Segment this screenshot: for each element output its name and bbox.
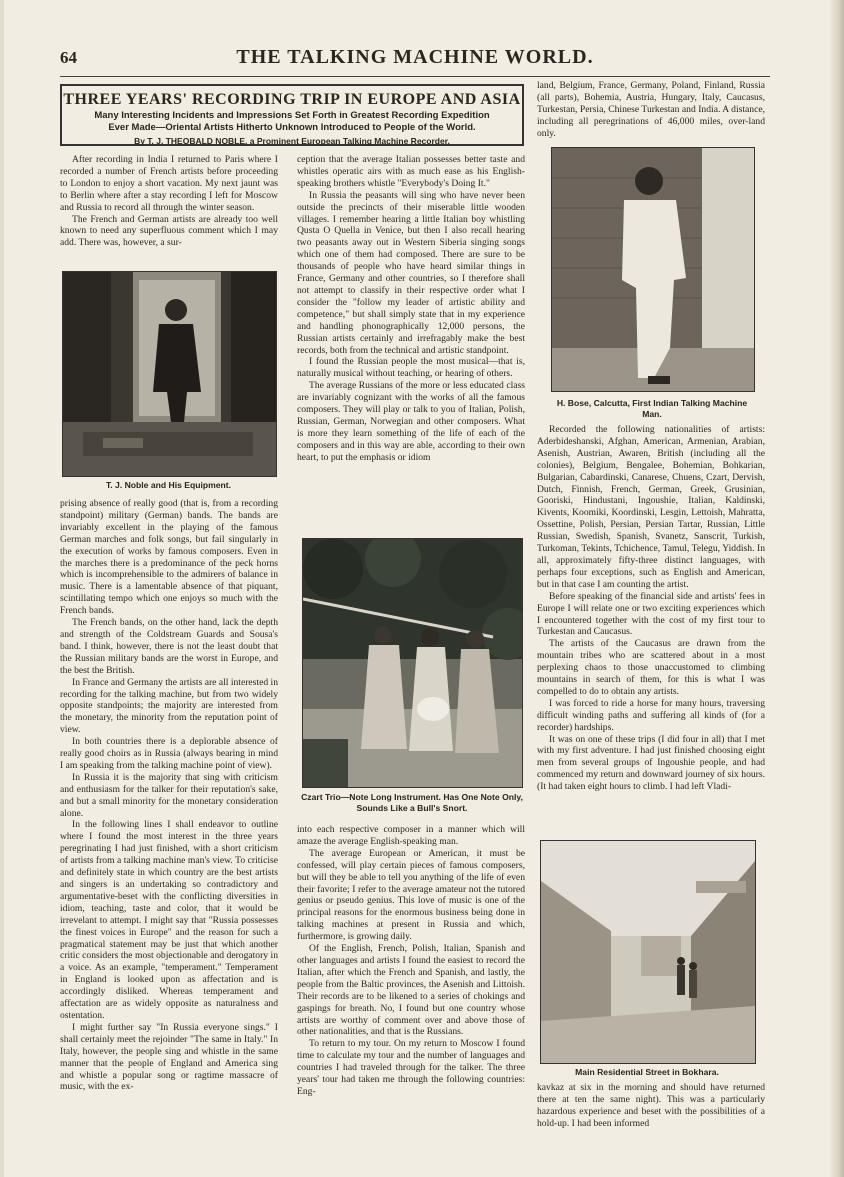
paragraph: ception that the average Italian possesses better taste and whistles operatic airs with as much ease as his English-speaking brothers whistle "Everybody's Doing It.": [297, 154, 525, 189]
paragraph: In Russia the peasants will sing who have never been outside the precincts of their miserable little wooden villages. I remember hearing a little Italian boy whistling Qusta O Quella in Venice, but then I also recall hearing two peasants away out in Western Siberia singing songs which one of them had composed. There are sure to be thousands of people who have heard similar things in France, Germany and other countries, so I therefore shall not attempt to classify in their respective order what I consider the "follow my leader of artistic ability and competence," but shall simply state that in my experience and handling phonographically 12,000 persons, the Russian artists certainly and irrefragably make the best records, both from the technical and artistic standpoint.: [297, 189, 525, 356]
paragraph: I found the Russian people the most musical—that is, naturally musical without teaching, or hearing of others.: [297, 356, 525, 380]
paragraph: The French bands, on the other hand, lack the depth and strength of the Coldstream Guards and Sousa's band. I think, however, there is not the least doubt that the Russian military bands are the worst in Europe, and the best the British.: [60, 617, 278, 676]
paragraph: prising absence of really good (that is, from a recording standpoint) military (German) bands. The bands are invariably excellent in the playing of the famous German marches and folk songs, but fail singularly in the execution of works by famous composers. Even in the marches there is a predominance of the peck horns which is incomprehensible to the admirers of balance in music. There is a lamentable absence of that piquant, scintillating tempo which one enjoys so much with the French bands.: [60, 498, 278, 617]
paragraph: into each respective composer in a manner which will amaze the average English-speaking man.: [297, 824, 525, 847]
caption-h-bose: H. Bose, Calcutta, First Indian Talking Machine Man.: [556, 398, 748, 419]
article-byline: By T. J. THEOBALD NOBLE, a Prominent European Talking Machine Recorder.: [134, 136, 450, 146]
page-spine: [0, 0, 4, 1177]
paragraph: I might further say "In Russia everyone sings." I shall certainly meet the rejoinder "The same in Italy." In Italy, however, the people sing and whistle in the same manner that the people of England and America sing and whistle a popular song or ragtime massacre of music, with the ex-: [60, 1021, 278, 1093]
paragraph: In France and Germany the artists are all interested in recording for the talking machine, but from two widely opposite standpoints; the majority are interested from the monetary, the minority from the reputation point of view.: [60, 676, 278, 736]
running-header: [60, 46, 770, 74]
paragraph: In both countries there is a deplorable absence of really good choirs as in Russia (always bearing in mind I am speaking from the talking machine point of view).: [60, 736, 278, 771]
photo-bokhara-street: [540, 840, 756, 1064]
paragraph: I was forced to ride a horse for many hours, traversing difficult winding paths and suffering all kinds of (for a recorder) hardships.: [537, 697, 765, 733]
paragraph: Of the English, French, Polish, Italian, Spanish and other languages and artists I found the easiest to record the Italian, after which the French and Spanish, and lastly, the people from the Baltic provinces, the Asenish and Littoish. Their records are to be likened to a series of chokings and gaspings for breath. No, I found but one country whose artists are worthy of comment over and above those of other nationalities, and that is the Russians.: [297, 943, 525, 1038]
page-edge: [830, 0, 844, 1177]
caption-noble: T. J. Noble and His Equipment.: [105, 480, 232, 490]
column-2-top: [297, 154, 525, 464]
paragraph: After recording in India I returned to Paris where I recorded a number of French artists before proceeding to London to enjoy a short vacation. My next jaunt was to Berlin where after a stay recording I left for Moscow and Russia to record all through the winter season.: [60, 154, 278, 213]
page-number: 64: [60, 48, 77, 67]
paragraph: In Russia it is the majority that sing with criticism and enthusiasm for the talker for their reputation's sake, and but a small minority for the monetary consideration alone.: [60, 771, 278, 819]
header-rule: [60, 76, 770, 77]
column-3-mid: [537, 424, 765, 793]
column-1-bottom: [60, 498, 278, 1093]
paragraph: To return to my tour. On my return to Moscow I found time to calculate my tour and the number of languages and countries I had traveled through for the talker. The three years' tour had taken me through the following countries: Eng-: [297, 1038, 525, 1097]
caption-czart-trio: Czart Trio—Note Long Instrument. Has One Note Only, Sounds Like a Bull's Snort.: [301, 792, 523, 813]
photo-czart-trio: [302, 538, 523, 788]
paragraph: land, Belgium, France, Germany, Poland, Finland, Russia (all parts), Bohemia, Austria, Hungary, Italy, Caucasus, Turkestan, Persia, Chinese Turkestan and India. A distance, including all peregrinations of 46,000 miles, over-land only.: [537, 80, 765, 139]
photo-noble-equipment: [62, 271, 277, 477]
paragraph: The French and German artists are already too well known to need any superfluous comment which I may add. There was, however, a sur-: [60, 213, 278, 249]
column-1-top: [60, 154, 278, 249]
article-title: THREE YEARS' RECORDING TRIP IN EUROPE AND ASIA: [63, 91, 521, 108]
paragraph: kavkaz at six in the morning and should have returned there at ten the same night). This was a particularly hazardous experience and beset with the possibilities of a hold-up. I had been informed: [537, 1082, 765, 1129]
paragraph: Before speaking of the financial side and artists' fees in Europe I will relate one or two exciting experiences which I encountered together with the cost of my first tour to Turkestan and Caucasus.: [537, 590, 765, 638]
paragraph: Recorded the following nationalities of artists: Aderbideshanski, Afghan, American, Armenian, Arabian, Asenish, Austrian, Awaren, British (including all the colonies), Belgium, Bengalee, Bohemian, Bohkarian, Bulgarian, Cabardinski, Canarese, Chuens, Czart, Dervish, Dutch, Finnish, French, German, Greek, Grusinian, Gooriski, Hindustani, Ingoushie, Italian, Kaldinski, Kivents, Koomiki, Koordinski, Lesgin, Lettoish, Mahratta, Ossettine, Polish, Persian, Persian Tartar, Russian, Little Russian, Swedish, Spanish, Svanetz, Sanscrit, Turkish, Turkoman, Tekints, Tchichence, Tamul, Telegu, Yiddish. In all, approximately fifty-three distinct languages, with perhaps four exceptions, such as English and American, but in that case I am counting the artist.: [537, 424, 765, 590]
caption-bokhara-street: Main Residential Street in Bokhara.: [575, 1067, 719, 1077]
article-deck-1: Many Interesting Incidents and Impressions Set Forth in Greatest Recording Expedition: [94, 110, 490, 121]
article-headline-box: [60, 84, 524, 146]
magazine-title: THE TALKING MACHINE WORLD.: [236, 46, 594, 68]
article-deck-2: Ever Made—Oriental Artists Hitherto Unknown Introduced to People of the World.: [108, 122, 476, 133]
paragraph: The artists of the Caucasus are drawn from the mountain tribes who are scattered about in a most perplexing chaos to those unaccustomed to climbing mountains in search of them, for this is what I was compelled to do to obtain any artists.: [537, 638, 765, 697]
paragraph: The average European or American, it must be confessed, will play certain pieces of famous composers, but will they be able to tell you anything of the life of even their favorite; I refer to the average amateur not the tutored genius or pseudo genius. This love of music is one of the principal reasons for the enormous business being done in talking machines at present in Russia and which, furthermore, is growing daily.: [297, 847, 525, 943]
paragraph: It was on one of these trips (I did four in all) that I met with my first adventure. I had just finished choosing eight men from several groups of Ingoushie people, and had commenced my return and downward journey of six hours. (It had taken eight hours to climb. I had left Vladi-: [537, 733, 765, 793]
column-3-top: [537, 80, 765, 140]
paragraph: The average Russians of the more or less educated class are invariably cognizant with the works of all the famous composers. They will play or talk to you of Italian, Polish, Russian, German, Norwegian and other composers. What is more they learn something of the life of each of the composers and in this way are able, according to their own heart, to put the emphasis or idiom: [297, 380, 525, 463]
column-2-bottom: [297, 824, 525, 1098]
column-3-bottom: [537, 1082, 765, 1130]
photo-h-bose: [551, 147, 755, 392]
paragraph: In the following lines I shall endeavor to outline where I found the most interest in the three years peregrinating I had just finished, with a short criticism of artists from a talking machine man's view. To criticise and definitely state in which country are the best artists and singers is an undertaking so contradictory and argumentative-beset with the conflicting diversities in idiom, teaching, taste and color, that it would be irrevelant to attempt. I might say that "Russia possesses the finest voices in Europe" and the reason for such a pragmatical statement may be just that which another critic considers the most objectionable and derogatory in a voice. As an example, "temperament." Temperament in England is looked upon as affectation and is accordingly disliked. Whereas temperament and affectation are as widely opposite as naturalness and ostentation.: [60, 819, 278, 1021]
